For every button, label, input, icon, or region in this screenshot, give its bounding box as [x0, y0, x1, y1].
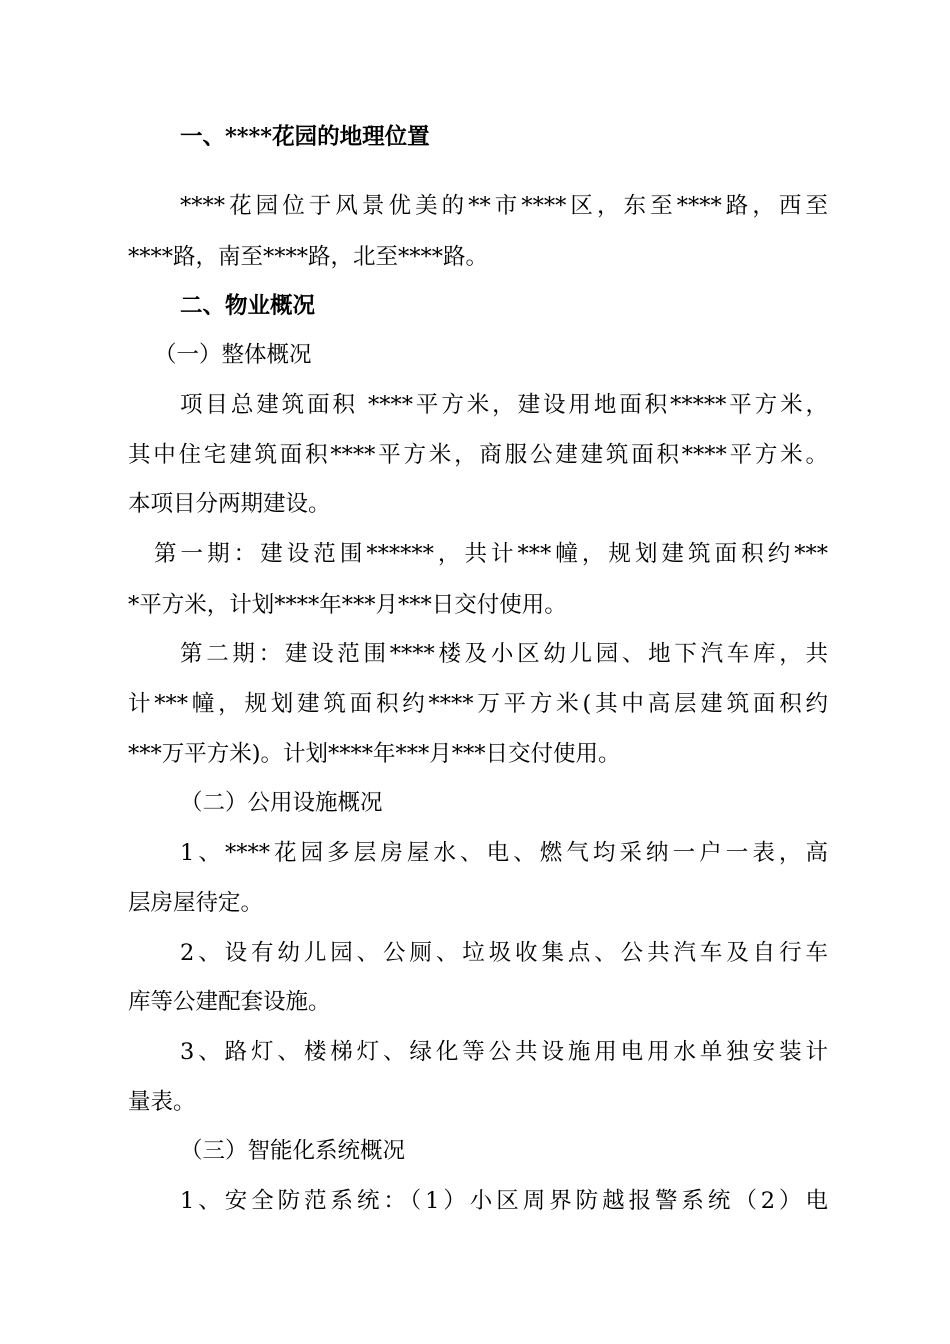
paragraph-line: ***万平方米)。计划****年***月***日交付使用。 — [128, 741, 621, 767]
paragraph-line: 计***幢，规划建筑面积约****万平方米(其中高层建筑面积约 — [128, 691, 828, 717]
heading-property-overview: 二、物业概况 — [180, 293, 316, 319]
paragraph-line: 层房屋待定。 — [128, 890, 264, 916]
subheading-public-facilities: （二）公用设施概况 — [180, 790, 383, 816]
paragraph-line: 其中住宅建筑面积****平方米，商服公建建筑面积****平方米。 — [128, 442, 828, 468]
paragraph-line: 1、安全防范系统：（1）小区周界防越报警系统（2）电 — [180, 1188, 828, 1214]
paragraph-line: 第一期：建设范围******，共计***幢，规划建筑面积约*** — [154, 541, 828, 567]
paragraph-line: 1、****花园多层房屋水、电、燃气均采纳一户一表，高 — [180, 840, 828, 866]
paragraph-line: 3、路灯、楼梯灯、绿化等公共设施用电用水单独安装计 — [180, 1039, 828, 1065]
subheading-overall: （一）整体概况 — [154, 342, 312, 368]
paragraph-line: 第二期：建设范围****楼及小区幼儿园、地下汽车库，共 — [180, 641, 828, 667]
paragraph-line: 项目总建筑面积 ****平方米，建设用地面积*****平方米， — [180, 392, 828, 418]
subheading-intelligent-systems: （三）智能化系统概况 — [180, 1138, 406, 1164]
heading-geographic-location: 一、****花园的地理位置 — [180, 124, 430, 150]
paragraph-line: 2、设有幼儿园、公厕、垃圾收集点、公共汽车及自行车 — [180, 940, 828, 966]
paragraph-line: 库等公建配套设施。 — [128, 989, 331, 1015]
paragraph-line: ****路，南至****路，北至****路。 — [128, 244, 489, 270]
paragraph-line: ****花园位于风景优美的**市****区，东至****路，西至 — [180, 193, 828, 219]
paragraph-line: 本项目分两期建设。 — [128, 491, 331, 517]
paragraph-line: *平方米，计划****年***月***日交付使用。 — [128, 592, 567, 618]
paragraph-line: 量表。 — [128, 1089, 196, 1115]
